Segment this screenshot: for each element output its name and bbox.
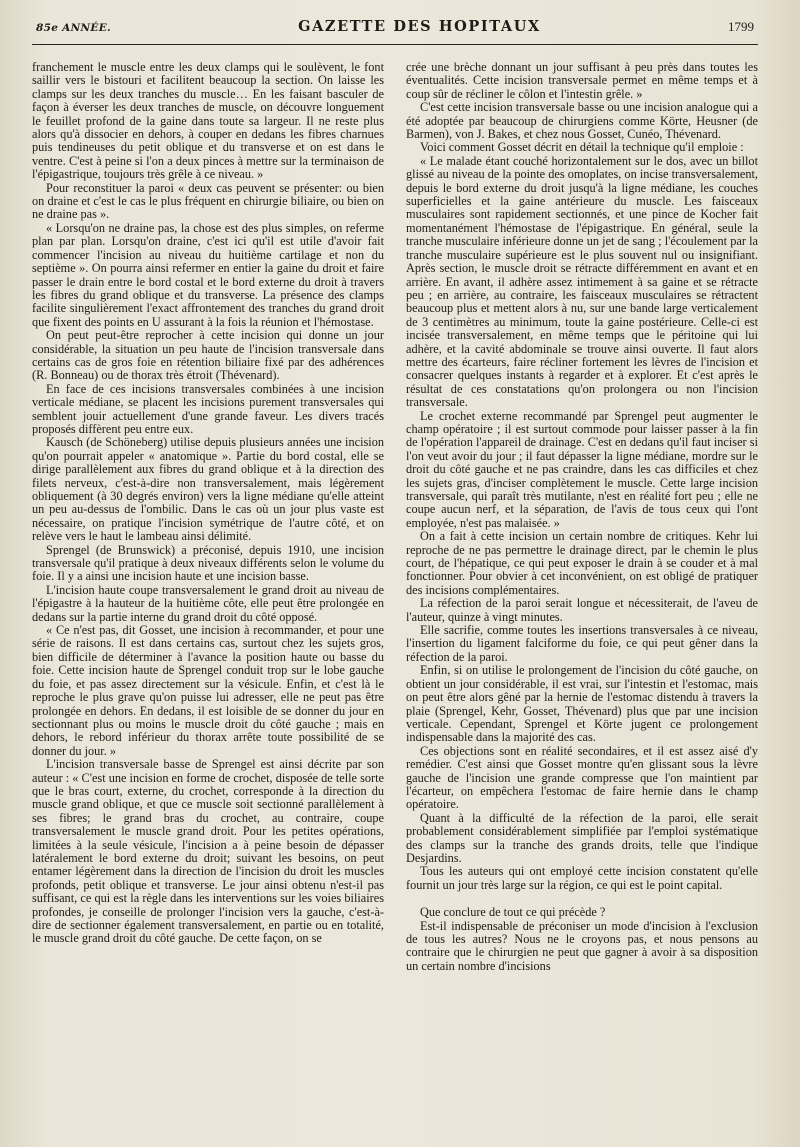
paragraph: crée une brèche donnant un jour suffisant à peu près dans toutes les éventualités. Cette incision transversale permet en même temps et à coup sûr de récliner le côlon et l'intestin grêle. »	[406, 61, 758, 101]
edition-year: 85e ANNÉE.	[36, 22, 111, 34]
page-header	[32, 18, 758, 45]
paragraph: Tous les auteurs qui ont employé cette incision constatent qu'elle fournit un jour très large sur la région, ce qui est le point capital.	[406, 864, 758, 892]
paragraph: Le crochet externe recommandé par Sprengel peut augmenter le champ opératoire ; il est surtout commode pour laisser passer à la fin de l'opération l'appareil de drainage. C'est en dedans qu'il faut inciser si l'on veut avoir du jour ; il faut dépasser la ligne médiane, mordre sur le droit du côté gauche et ne pas craindre, dans les cas difficiles et chez les sujets gras, d'inciser complètement le muscle. Cette large incision transversale, qui paraît très mutilante, n'est en réalité fort peu ; elle ne coupe aucun nerf, et la séparation, de l'avis de tous ceux qui l'ont employée, n'est pas malaisée. »	[406, 408, 758, 530]
paragraph: « Ce n'est pas, dit Gosset, une incision à recommander, et pour une série de raisons. Il est dans certains cas, surtout chez les sujets gros, bien difficile de déterminer à l'avance la position haute ou basse du foie. Cette incision haute de Sprengel conduit trop sur le lobe gauche du foie, et pas assez directement sur la vésicule. Enfin, et c'est là le reproche le plus grave qu'on puisse lui adresser, elle ne peut pas être prolongée en dehors. En dedans, il est loisible de se donner du jour en sectionnant plus ou moins le muscle droit du côté gauche ; mais en dehors, le rebord inférieur du thorax arrête toute possibilité de se donner du jour. »	[32, 623, 384, 758]
text-columns	[32, 61, 758, 1146]
paragraph: En face de ces incisions transversales combinées à une incision verticale médiane, se placent les incisions purement transversales qui semblent jouir actuellement d'une grande faveur. Les divers tracés proposés diffèrent peu entre eux.	[32, 381, 384, 436]
paragraph: Sprengel (de Brunswick) a préconisé, depuis 1910, une incision transversale qu'il pratique à deux niveaux différents selon le volume du foie. Il y a ainsi une incision haute et une incision basse.	[32, 542, 384, 584]
page-number: 1799	[727, 19, 754, 34]
paragraph: « Le malade étant couché horizontalement sur le dos, avec un billot glissé au niveau de la pointe des omoplates, on incise transversalement, depuis le bord externe du droit jusqu'à la ligne médiane, les couches superficielles et la gaine antérieure du muscle. Les faisceaux musculaires sont rapidement sectionnés, et une pince de Kocher fait momentanément l'hémostase de l'épigastrique. En général, seule la tranche musculaire inférieure donne un jet de sang ; l'écoulement par la tranche musculaire supérieure est le plus souvent nul ou insignifiant. Après section, le muscle droit se rétracte différemment en avant et en arrière. En avant, il adhère assez intimement à sa gaine et se rétracte peu ; en arrière, au contraire, les faisceaux musculaires se rétractent beaucoup plus et mettent alors à nu, sur une bande large verticalement de 3 centimètres au minimum, toute la gaine postérieure. Celle-ci est incisée transversalement, en même temps que le péritoine qui lui adhère, et la cavité abdominale se trouve ainsi ouverte. Il faut alors mettre des écarteurs, faire récliner fortement les lèvres de l'incision et consacrer quelques instants à regarder et à explorer. Et c'est après le résultat de ces constatations qu'on prolongera ou non l'incision transversale.	[406, 153, 758, 410]
journal-title: GAZETTE DES HOPITAUX	[298, 18, 541, 35]
paragraph: L'incision transversale basse de Sprengel est ainsi décrite par son auteur : « C'est une incision en forme de crochet, disposée de telle sorte que le bras court, externe, du crochet, corresponde à la direction du muscle grand oblique, et que ce muscle soit sectionné parallèlement à ses fibres; le grand bras du crochet, au contraire, coupe transversalement le muscle grand droit. Pour les petites opérations, limitées à la seule vésicule, l'incision a à peine besoin de dépasser latéralement le bord externe du droit; suivant les besoins, on peut entamer légèrement dans la direction de l'incision du droit les muscles profonds, petit oblique et transverse. Le jour ainsi obtenu n'est-il pas suffisant, ce qui est la règle dans les interventions sur les voies biliaires profondes, je conseille de prolonger l'incision vers la gauche, c'est-à-dire de sectionner également transversalement, en partie ou en totalité, le muscle grand droit du côté gauche. De cette façon, on se	[32, 757, 384, 946]
paragraph: Pour reconstituer la paroi « deux cas peuvent se présenter: ou bien on draine et c'est le cas le plus fréquent en chirurgie biliaire, ou bien on ne draine pas ».	[32, 180, 384, 222]
paragraph: Kausch (de Schöneberg) utilise depuis plusieurs années une incision qu'on pourrait appeler « anatomique ». Partie du bord costal, elle se dirige parallèlement aux fibres du grand oblique et à la direction des filets nerveux, c'est-à-dire non transversalement, mais légèrement obliquement (à 30 degrés environ) vers la ligne médiane qu'elle atteint un peu au-dessus de l'ombilic. Dans le cas où un jour plus vaste est nécessaire, on pratique l'incision symétrique de l'autre côté, et on relève vers le haut le lambeau ainsi délimité.	[32, 435, 384, 544]
paragraph: Voici comment Gosset décrit en détail la technique qu'il emploie :	[420, 140, 744, 155]
paragraph: Quant à la difficulté de la réfection de la paroi, elle serait probablement considérablement simplifiée par l'emploi systématique des clamps sur la tranche des grands droits, telle que l'indique Desjardins.	[406, 810, 758, 865]
paragraph: Ces objections sont en réalité secondaires, et il est assez aisé d'y remédier. C'est ainsi que Gosset montre qu'en glissant sous la lèvre gauche de l'incision une grande compresse que l'on maintient par l'écarteur, on empêchera l'estomac de faire hernie dans le champ opératoire.	[406, 743, 758, 812]
paragraph: On a fait à cette incision un certain nombre de critiques. Kehr lui reproche de ne pas permettre le drainage direct, par le chemin le plus court, de l'hépatique, ce qui peut exposer le drain à se couder et à mal fonctionner. Pour obvier à cet inconvénient, on est obligé de pratiquer des incisions complémentaires.	[406, 529, 758, 597]
left-column	[32, 61, 384, 1146]
paragraph: Est-il indispensable de préconiser un mode d'incision à l'exclusion de tous les autres? Nous ne le croyons pas, et nous pensons au contraire que le chirurgien ne peut que gagner à avoir à sa disposition un certain nombre d'incisions	[406, 918, 758, 973]
paragraph: franchement le muscle entre les deux clamps qui le soulèvent, le font saillir vers le bistouri et facilitent beaucoup la section. On laisse les clamps sur les deux tranches du muscle… En les faisant basculer de façon à éverser les deux tranches de muscle, on découvre longuement le feuillet profond de la gaine dans toute sa largeur. Il ne reste plus alors qu'à dissocier en dehors, à couper en dedans les fibres charnues puis tendineuses du petit oblique et du transverse et on est dans le ventre. C'est à peine si l'on a deux pinces à mettre sur la terminaison de l'épigastrique, toujours très grêle à ce niveau. »	[32, 61, 384, 182]
section-question: Que conclure de tout ce qui précède ?	[420, 905, 606, 920]
paragraph: C'est cette incision transversale basse ou une incision analogue qui a été adoptée par beaucoup de chirurgiens comme Körte, Heusner (de Barmen), von J. Bakes, et chez nous Gosset, Cunéo, Thévenard.	[406, 100, 758, 142]
right-column	[406, 61, 758, 1146]
paragraph: Elle sacrifie, comme toutes les insertions transversales à ce niveau, l'insertion du ligament falciforme du foie, ce qui peut gêner dans la réfection de la paroi.	[406, 623, 758, 664]
paragraph: L'incision haute coupe transversalement le grand droit au niveau de l'épigastre à la hauteur de la huitième côte, elle peut être prolongée en dedans sur la partie interne du grand droit du côté opposé.	[32, 582, 384, 624]
paragraph: « Lorsqu'on ne draine pas, la chose est des plus simples, on referme plan par plan. Lorsqu'on draine, c'est ici qu'il est utile d'avoir fait commencer l'incision au niveau du huitième cartilage et non du septième ». On pourra ainsi refermer en entier la gaine du droit et faire passer le drain entre le bord costal et le bord externe du droit à travers les fibres du grand oblique et du transverse. La présence des clamps facilite singulièrement l'exact affrontement des tranches du grand droit que fixent des points en U assurant à la fois la réunion et l'hémostase.	[32, 220, 384, 329]
paragraph: La réfection de la paroi serait longue et nécessiterait, de l'aveu de l'auteur, quinze à vingt minutes.	[406, 596, 758, 624]
paragraph: On peut peut-être reprocher à cette incision qui donne un jour considérable, la situation un peu haute de l'incision transversale dans certains cas de gros foie en rétention biliaire fixé par des adhérences (R. Bonneau) ou de thorax très étroit (Thévenard).	[32, 328, 384, 383]
paragraph: Enfin, si on utilise le prolongement de l'incision du côté gauche, on obtient un jour considérable, il est vrai, sur l'intestin et l'estomac, mais on peut être alors gêné par la hernie de l'estomac distendu à travers la plaie (Sprengel, Kehr, Gosset, Thévenard) plus que par une incision verticale. Cependant, Sprengel et Körte jugent ce prolongement indispensable dans la majorité des cas.	[406, 663, 758, 745]
